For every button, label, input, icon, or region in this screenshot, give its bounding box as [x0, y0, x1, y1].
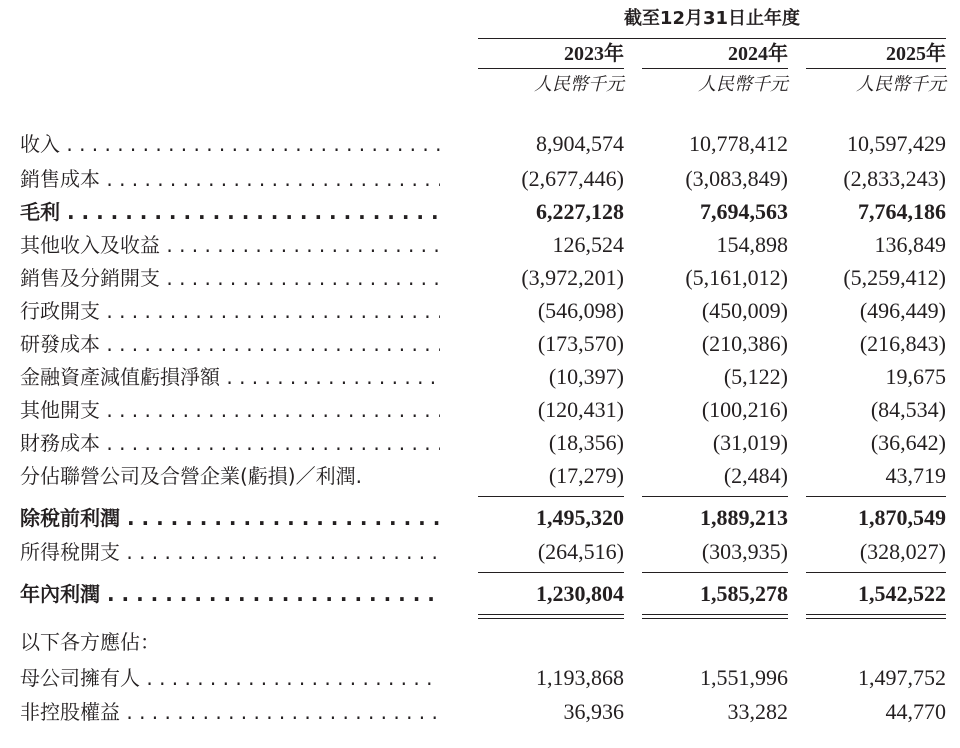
value-2025: 7,764,186 [858, 199, 946, 224]
subtotal-rule [478, 572, 624, 573]
value-2025: 1,497,752 [858, 665, 946, 690]
row-label: 金融資產減值虧損淨額 . . . [20, 361, 440, 393]
value-2023: (2,677,446) [521, 166, 624, 191]
row-cost-of-sales [0, 163, 960, 195]
row-gross-profit [0, 196, 960, 228]
value-2023: 1,495,320 [536, 505, 624, 530]
value-2024: (5,122) [723, 364, 788, 389]
value-2024: 1,551,996 [700, 665, 788, 690]
value-2025: 1,542,522 [858, 581, 946, 606]
row-impairment [0, 361, 960, 393]
total-double-rule [642, 618, 788, 619]
unit-label: 人民幣千元 [698, 74, 788, 95]
value-2023: (173,570) [537, 331, 624, 356]
year-rule [478, 68, 624, 69]
row-label: 其他收入及收益 . . . [20, 229, 440, 261]
value-2025: 43,719 [885, 463, 946, 488]
value-2024: (31,019) [712, 430, 788, 455]
value-2024: 7,694,563 [700, 199, 788, 224]
value-2024: 154,898 [716, 232, 788, 257]
value-2025: 10,597,429 [847, 131, 946, 156]
value-2024: 1,585,278 [700, 581, 788, 606]
value-2025: 19,675 [885, 364, 946, 389]
value-2023: 8,904,574 [536, 131, 624, 156]
value-2025: (328,027) [859, 539, 946, 564]
row-label: 以下各方應佔： [20, 630, 160, 654]
value-2025: (5,259,412) [843, 265, 946, 290]
row-label: 毛利 . . . [20, 196, 440, 228]
row-label: 年內利潤 . . . [20, 578, 440, 610]
row-label: 除稅前利潤 . . . [20, 502, 440, 534]
row-finance-costs [0, 427, 960, 459]
value-2025: 1,870,549 [858, 505, 946, 530]
value-2025: (216,843) [859, 331, 946, 356]
row-revenue [0, 128, 960, 160]
subtotal-rule [806, 572, 946, 573]
total-double-rule [806, 618, 946, 619]
row-label: 母公司擁有人 . . . [20, 662, 440, 694]
value-2025: (36,642) [870, 430, 946, 455]
row-selling-expenses [0, 262, 960, 294]
value-2024: (210,386) [701, 331, 788, 356]
value-2023: (120,431) [537, 397, 624, 422]
value-2023: 1,193,868 [536, 665, 624, 690]
row-label: 分佔聯營公司及合營企業(虧損)／利潤. [20, 464, 362, 488]
value-2024: 10,778,412 [689, 131, 788, 156]
subtotal-rule [642, 496, 788, 497]
value-2023: 126,524 [552, 232, 624, 257]
year-2023-heading: 2023年 [564, 43, 624, 65]
total-double-rule [478, 618, 624, 619]
row-other-income [0, 229, 960, 261]
row-label: 銷售及分銷開支 . . . [20, 262, 440, 294]
row-rnd-costs [0, 328, 960, 360]
row-profit-before-tax [0, 502, 960, 534]
row-other-expenses [0, 394, 960, 426]
value-2024: (2,484) [723, 463, 788, 488]
row-profit-for-year [0, 578, 960, 610]
row-label: 非控股權益 . . . [20, 696, 440, 728]
header-rule [478, 38, 946, 39]
row-share-of-associates [0, 460, 960, 492]
value-2023: 1,230,804 [536, 581, 624, 606]
subtotal-rule [806, 496, 946, 497]
row-label: 財務成本 . . . [20, 427, 440, 459]
row-label: 研發成本 . . . [20, 328, 440, 360]
row-label: 所得稅開支 . . . [20, 536, 440, 568]
year-rule [806, 68, 946, 69]
value-2023: (3,972,201) [521, 265, 624, 290]
value-2023: (264,516) [537, 539, 624, 564]
value-2025: 44,770 [885, 699, 946, 724]
value-2024: (303,935) [701, 539, 788, 564]
value-2024: (450,009) [701, 298, 788, 323]
total-double-rule [478, 614, 624, 615]
row-income-tax [0, 536, 960, 568]
value-2025: (2,833,243) [843, 166, 946, 191]
total-double-rule [806, 614, 946, 615]
row-label: 其他開支 . . . [20, 394, 440, 426]
value-2023: (10,397) [548, 364, 624, 389]
period-heading: 截至12月31日止年度 [623, 8, 801, 29]
value-2023: 6,227,128 [536, 199, 624, 224]
value-2023: (18,356) [548, 430, 624, 455]
row-label: 收入 . . . [20, 128, 440, 160]
value-2024: (100,216) [701, 397, 788, 422]
year-2024-heading: 2024年 [728, 43, 788, 65]
value-2023: (546,098) [537, 298, 624, 323]
value-2025: (496,449) [859, 298, 946, 323]
value-2023: 36,936 [563, 699, 624, 724]
subtotal-rule [478, 496, 624, 497]
row-attributable-heading [0, 626, 960, 658]
value-2025: 136,849 [874, 232, 946, 257]
row-label: 行政開支 . . . [20, 295, 440, 327]
unit-label: 人民幣千元 [856, 74, 946, 95]
total-double-rule [642, 614, 788, 615]
year-2025-heading: 2025年 [886, 43, 946, 65]
row-non-controlling-interests [0, 696, 960, 728]
row-admin-expenses [0, 295, 960, 327]
value-2024: 1,889,213 [700, 505, 788, 530]
value-2024: (3,083,849) [685, 166, 788, 191]
year-rule [642, 68, 788, 69]
value-2024: 33,282 [727, 699, 788, 724]
subtotal-rule [642, 572, 788, 573]
row-label: 銷售成本 . . . [20, 163, 440, 195]
row-owners-of-parent [0, 662, 960, 694]
value-2024: (5,161,012) [685, 265, 788, 290]
value-2023: (17,279) [548, 463, 624, 488]
unit-label: 人民幣千元 [534, 74, 624, 95]
value-2025: (84,534) [870, 397, 946, 422]
